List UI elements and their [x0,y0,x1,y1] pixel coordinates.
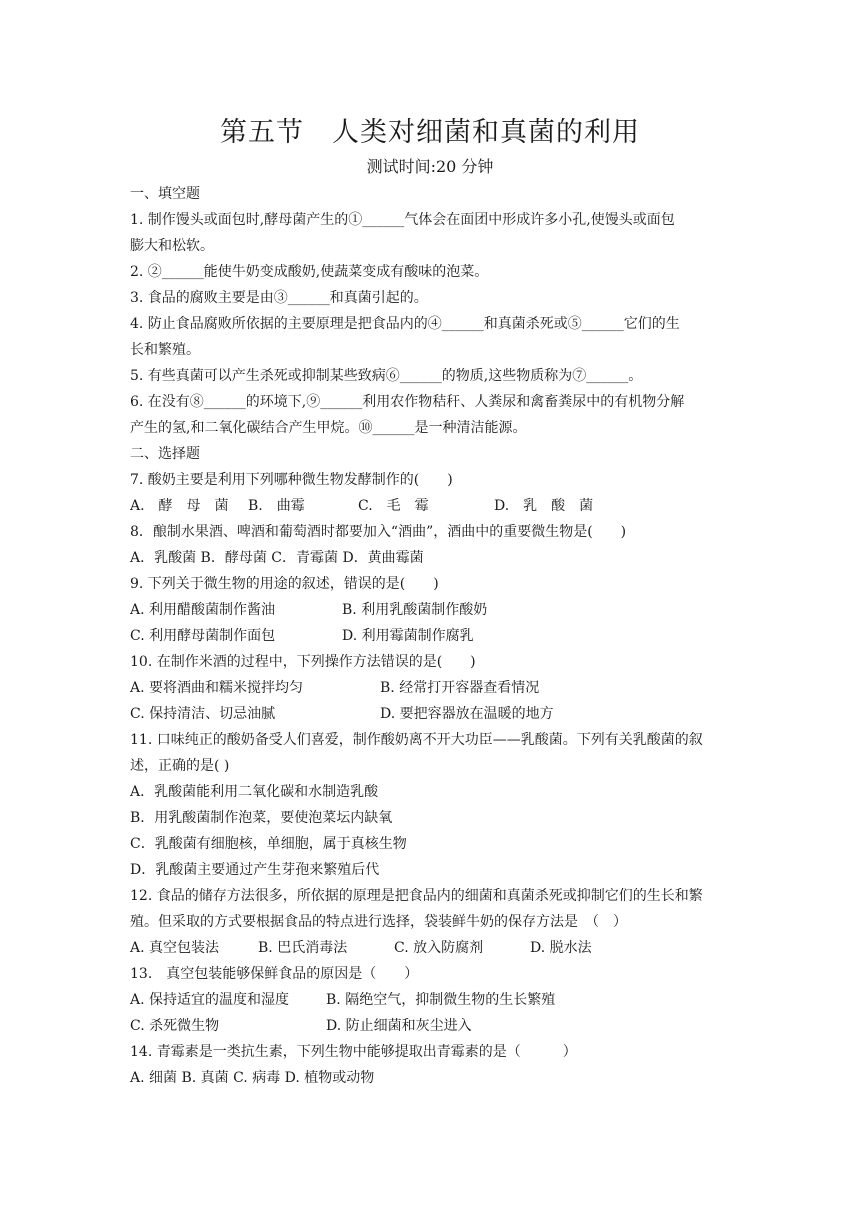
question-13-stem: 13. 真空包装能够保鲜食品的原因是（ ） [130,966,419,982]
test-time: 测试时间:20 分钟 [366,157,494,176]
option-b: B. 经常打开容器查看情况 [380,680,540,696]
option-d: D. 要把容器放在温暖的地方 [380,706,554,722]
section-heading-choice: 二、选择题 [130,446,200,462]
question-12-options [130,935,740,961]
option-a: A．乳酸菌能利用二氧化碳和水制造乳酸 [130,784,379,800]
question-4-line-2: 长和繁殖。 [130,342,200,358]
question-13-options-cd [130,1013,740,1039]
option-c: C. 保持清洁、切忌油腻 [130,706,276,722]
option-a: A. 利用醋酸菌制作酱油 [130,602,276,618]
question-9-options-cd [130,623,740,649]
section-heading-fill-blank: 一、填空题 [130,186,200,202]
question-6-line-2: 产生的氢,和二氧化碳结合产生甲烷。⑩______是一种清洁能源。 [130,420,527,436]
question-7-stem: 7. 酸奶主要是利用下列哪种微生物发酵制作的( ) [130,472,453,488]
question-11-stem-line-2: 述，正确的是( ) [130,758,230,774]
option-b: B. 曲霉 [248,498,305,514]
option-b: B. 巴氏消毒法 [258,940,348,956]
option-c: C. 杀死微生物 [130,1018,220,1034]
question-14-stem: 14. 青霉素是一类抗生素，下列生物中能够提取出青霉素的是（ ） [130,1044,577,1060]
question-body [130,181,740,1091]
option-a: A. 真空包装法 [130,940,220,956]
question-8-options: A．乳酸菌 B．酵母菌 C．青霉菌 D．黄曲霉菌 [130,550,424,566]
option-c: C. 毛 霉 [358,498,429,514]
option-c: C．乳酸菌有细胞核，单细胞，属于真核生物 [130,836,407,852]
question-3: 3. 食品的腐败主要是由③______和真菌引起的。 [130,290,428,306]
option-a: A. 保持适宜的温度和湿度 [130,992,290,1008]
option-b: B. 利用乳酸菌制作酸奶 [342,602,488,618]
question-8-stem: 8．酿制水果酒、啤酒和葡萄酒时都要加入“酒曲”，酒曲中的重要微生物是( ) [130,524,627,540]
question-11-stem-line-1: 11. 口味纯正的酸奶备受人们喜爱，制作酸奶离不开大功臣——乳酸菌。下列有关乳酸菌的叙 [130,732,703,748]
question-14-options: A. 细菌 B. 真菌 C. 病毒 D. 植物或动物 [130,1070,375,1086]
question-9-options-ab [130,597,740,623]
option-a: A. 酵 母 菌 [130,498,229,514]
question-10-options-cd [130,701,740,727]
question-1-line-1: 1. 制作馒头或面包时,酵母菌产生的①______气体会在面团中形成许多小孔,使馒头或面包 [130,212,675,228]
question-10-options-ab [130,675,740,701]
question-7-options [130,493,740,519]
question-12-stem-line-1: 12. 食品的储存方法很多，所依据的原理是把食品内的细菌和真菌杀死或抑制它们的生长和繁 [130,888,703,904]
option-c: C. 放入防腐剂 [394,940,484,956]
option-d: D. 脱水法 [530,940,592,956]
option-d: D. 防止细菌和灰尘进入 [326,1018,472,1034]
option-d: D. 乳 酸 菌 [494,498,594,514]
question-9-stem: 9. 下列关于微生物的用途的叙述，错误的是( ) [130,576,439,592]
option-d: D．乳酸菌主要通过产生芽孢来繁殖后代 [130,862,380,878]
question-5: 5. 有些真菌可以产生杀死或抑制某些致病⑥______的物质,这些物质称为⑦______。 [130,368,643,384]
option-b: B．用乳酸菌制作泡菜，要使泡菜坛内缺氧 [130,810,393,826]
question-10-stem: 10. 在制作米酒的过程中，下列操作方法错误的是( ) [130,654,476,670]
question-4-line-1: 4. 防止食品腐败所依据的主要原理是把食品内的④______和真菌杀死或⑤______它们的生 [130,316,680,332]
question-13-options-ab [130,987,740,1013]
option-b: B. 隔绝空气，抑制微生物的生长繁殖 [326,992,556,1008]
question-2: 2. ②______能使牛奶变成酸奶,使蔬菜变成有酸味的泡菜。 [130,264,489,280]
option-c: C. 利用酵母菌制作面包 [130,628,276,644]
option-a: A. 要将酒曲和糯米搅拌均匀 [130,680,304,696]
option-d: D. 利用霉菌制作腐乳 [342,628,474,644]
page-title: 第五节 人类对细菌和真菌的利用 [220,117,640,148]
question-12-stem-line-2: 殖。但采取的方式要根据食品的特点进行选择，袋装鲜牛奶的保存方法是 （ ） [130,914,627,930]
question-6-line-1: 6. 在没有⑧______的环境下,⑨______利用农作物秸秆、人粪尿和禽畜粪尿中的有机物分解 [130,394,685,410]
question-1-line-2: 膨大和松软。 [130,238,214,254]
